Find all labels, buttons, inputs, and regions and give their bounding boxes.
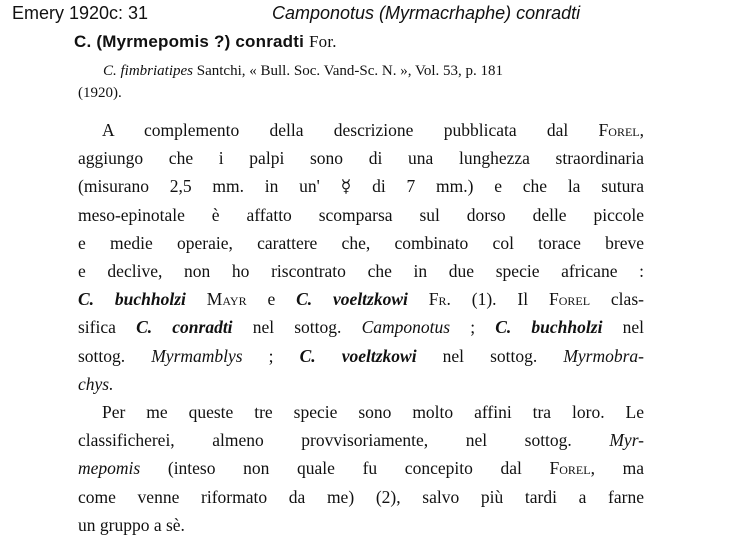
entry-title bbox=[74, 32, 337, 52]
p1-text: (1). Il bbox=[450, 289, 549, 310]
species-voeltzkowi: C. voeltzkowi bbox=[296, 289, 408, 310]
p1-line-1 bbox=[78, 116, 644, 144]
author-forel: Forel, bbox=[549, 458, 595, 479]
p1-line-3: (misurano 2,5 mm. in un' ☿ di 7 mm.) e che la sutura bbox=[78, 176, 644, 197]
subgenus-myrmamblys: Myrmamblys bbox=[151, 345, 243, 366]
p1-line-4: meso-epinotale è affatto scomparsa sul dorso delle piccole bbox=[78, 204, 644, 225]
subgenus-myrmobrachys: Myrmobra- bbox=[563, 345, 644, 366]
subgenus-myrmobrachys-end: chys. bbox=[78, 373, 114, 394]
p1-text: nel sottog. bbox=[232, 317, 362, 338]
p1-text: e bbox=[246, 289, 297, 310]
p1-line-7 bbox=[78, 285, 644, 313]
synonymy-reference: Santchi, « Bull. Soc. Vand-Sc. N. », Vol. 53, p. 181 bbox=[193, 63, 504, 79]
p1-line-2: aggiungo che i palpi sono di una lunghezza straordinaria bbox=[78, 148, 644, 169]
subgenus-camponotus: Camponotus bbox=[361, 317, 451, 338]
subgenus-myrmepomis-end: mepomis bbox=[78, 458, 141, 479]
p2-line-3 bbox=[78, 454, 644, 482]
p1-text: clas- bbox=[590, 289, 644, 310]
entry-genus: C. bbox=[74, 32, 92, 51]
p2-line-1: Per me queste tre specie sono molto affini tra loro. Le bbox=[102, 402, 644, 423]
p1-line-9 bbox=[78, 342, 644, 370]
author-fr: Fr. bbox=[407, 289, 451, 310]
species-buchholzi: C. buchholzi bbox=[78, 289, 186, 310]
p2-text: (inteso non quale fu concepito dal bbox=[140, 458, 550, 479]
species-voeltzkowi: C. voeltzkowi bbox=[299, 345, 417, 366]
p1-text: ; bbox=[450, 317, 496, 338]
p1-text: nel bbox=[602, 317, 644, 338]
author-forel: Forel bbox=[548, 289, 591, 310]
p2-text: ma bbox=[594, 458, 644, 479]
p1-text: ; bbox=[242, 345, 300, 366]
entry-author: For. bbox=[308, 32, 337, 51]
p1-text: sottog. bbox=[78, 345, 152, 366]
p2-text: classificherei, almeno provvisoriamente, nel sottog. bbox=[78, 430, 610, 451]
synonymy bbox=[78, 60, 648, 104]
p1-line-8 bbox=[78, 313, 644, 341]
synonymy-line-1 bbox=[78, 60, 648, 82]
p1-text: sifica bbox=[78, 317, 137, 338]
p1-line-10 bbox=[78, 370, 644, 398]
p2-line-2 bbox=[78, 426, 644, 454]
header-taxon: Camponotus (Myrmacrhaphe) conradti bbox=[272, 3, 581, 23]
p1-text: A complemento della descrizione pubblicata dal bbox=[102, 120, 599, 140]
p2-line-4: come venne riformato da me) (2), salvo più tardi a farne bbox=[78, 486, 644, 507]
species-conradti: C. conradti bbox=[136, 317, 233, 338]
author-forel: Forel, bbox=[598, 120, 644, 140]
p1-line-5: e medie operaie, carattere che, combinato col torace breve bbox=[78, 232, 644, 253]
p1-text: nel sottog. bbox=[416, 345, 564, 366]
body-text bbox=[78, 116, 644, 539]
p1-line-6: e declive, non ho riscontrato che in due specie africane : bbox=[78, 261, 644, 282]
p2-line-5: un gruppo a sè. bbox=[78, 514, 185, 535]
synonymy-name: C. fimbriatipes bbox=[103, 63, 194, 79]
entry-species: conradti bbox=[235, 32, 305, 51]
species-buchholzi: C. buchholzi bbox=[495, 317, 603, 338]
synonymy-line-2: (1920). bbox=[78, 85, 122, 101]
author-mayr: Mayr bbox=[185, 289, 247, 310]
entry-subgenus: (Myrmepomis ?) bbox=[96, 32, 231, 51]
header-citation: Emery 1920c: 31 bbox=[12, 3, 149, 23]
subgenus-myrmepomis: Myr- bbox=[609, 430, 644, 451]
